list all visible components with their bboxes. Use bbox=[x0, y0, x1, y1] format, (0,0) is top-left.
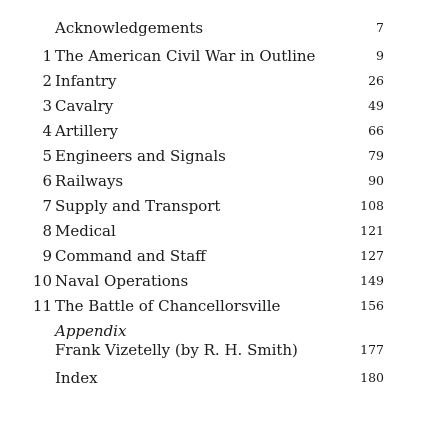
toc-chapter-number: 2 bbox=[42, 72, 52, 90]
toc-entry-title: Frank Vizetelly (by R. H. Smith) bbox=[55, 341, 298, 359]
toc-chapter-number: 7 bbox=[42, 197, 52, 215]
toc-entry-title: The American Civil War in Outline bbox=[55, 47, 316, 65]
toc-entry-chapter-1[interactable] bbox=[0, 44, 424, 68]
toc-entry-title: Command and Staff bbox=[55, 247, 206, 265]
toc-chapter-number: 5 bbox=[42, 147, 52, 165]
toc-entry-page: 79 bbox=[368, 148, 384, 163]
toc-entry-chapter-9[interactable] bbox=[0, 244, 424, 268]
toc-entry-chapter-7[interactable] bbox=[0, 194, 424, 218]
toc-entry-page: 156 bbox=[360, 298, 384, 313]
toc-chapter-number: 8 bbox=[42, 222, 52, 240]
toc-entry-page: 9 bbox=[376, 48, 384, 63]
toc-entry-page: 90 bbox=[368, 173, 384, 188]
toc-entry-page: 108 bbox=[360, 198, 384, 213]
toc-entry-page: 180 bbox=[360, 370, 384, 385]
toc-entry-chapter-5[interactable] bbox=[0, 144, 424, 168]
toc-entry-page: 49 bbox=[368, 98, 384, 113]
toc-entry-title: Artillery bbox=[55, 122, 118, 140]
toc-chapter-number: 3 bbox=[42, 97, 52, 115]
toc-chapter-number: 6 bbox=[42, 172, 52, 190]
toc-entry-title: The Battle of Chancellorsville bbox=[55, 297, 281, 315]
toc-entry-title: Supply and Transport bbox=[55, 197, 221, 215]
toc-chapter-number: 10 bbox=[32, 272, 52, 290]
toc-entry-title: Railways bbox=[55, 172, 124, 190]
toc-chapter-number: 4 bbox=[42, 122, 52, 140]
toc-entry-chapter-4[interactable] bbox=[0, 119, 424, 143]
toc-entry-chapter-11[interactable] bbox=[0, 294, 424, 318]
toc-chapter-number: 9 bbox=[42, 247, 52, 265]
toc-entry-appendix[interactable] bbox=[0, 338, 424, 362]
toc-entry-title: Index bbox=[55, 369, 98, 387]
toc-entry-page: 177 bbox=[360, 342, 384, 357]
toc-entry-title: Acknowledgements bbox=[55, 19, 204, 37]
toc-entry-chapter-10[interactable] bbox=[0, 269, 424, 293]
toc-entry-page: 66 bbox=[368, 123, 384, 138]
toc-entry-index[interactable] bbox=[0, 366, 424, 390]
toc-entry-chapter-2[interactable] bbox=[0, 69, 424, 93]
toc-entry-page: 121 bbox=[360, 223, 384, 238]
toc-entry-chapter-6[interactable] bbox=[0, 169, 424, 193]
toc-entry-page: 26 bbox=[368, 73, 384, 88]
toc-entry-page: 7 bbox=[376, 20, 384, 35]
toc-entry-page: 127 bbox=[360, 248, 384, 263]
toc-entry-title: Engineers and Signals bbox=[55, 147, 226, 165]
toc-chapter-number: 1 bbox=[42, 47, 52, 65]
toc-entry-acknowledgements[interactable] bbox=[0, 16, 424, 40]
toc-entry-chapter-8[interactable] bbox=[0, 219, 424, 243]
toc-entry-title: Naval Operations bbox=[55, 272, 189, 290]
toc-chapter-number: 11 bbox=[32, 297, 52, 315]
toc-entry-page: 149 bbox=[360, 273, 384, 288]
toc-entry-title: Cavalry bbox=[55, 97, 114, 115]
toc-entry-title: Medical bbox=[55, 222, 116, 240]
toc-entry-title: Infantry bbox=[55, 72, 117, 90]
toc-entry-chapter-3[interactable] bbox=[0, 94, 424, 118]
appendix-heading: Appendix bbox=[55, 322, 127, 340]
